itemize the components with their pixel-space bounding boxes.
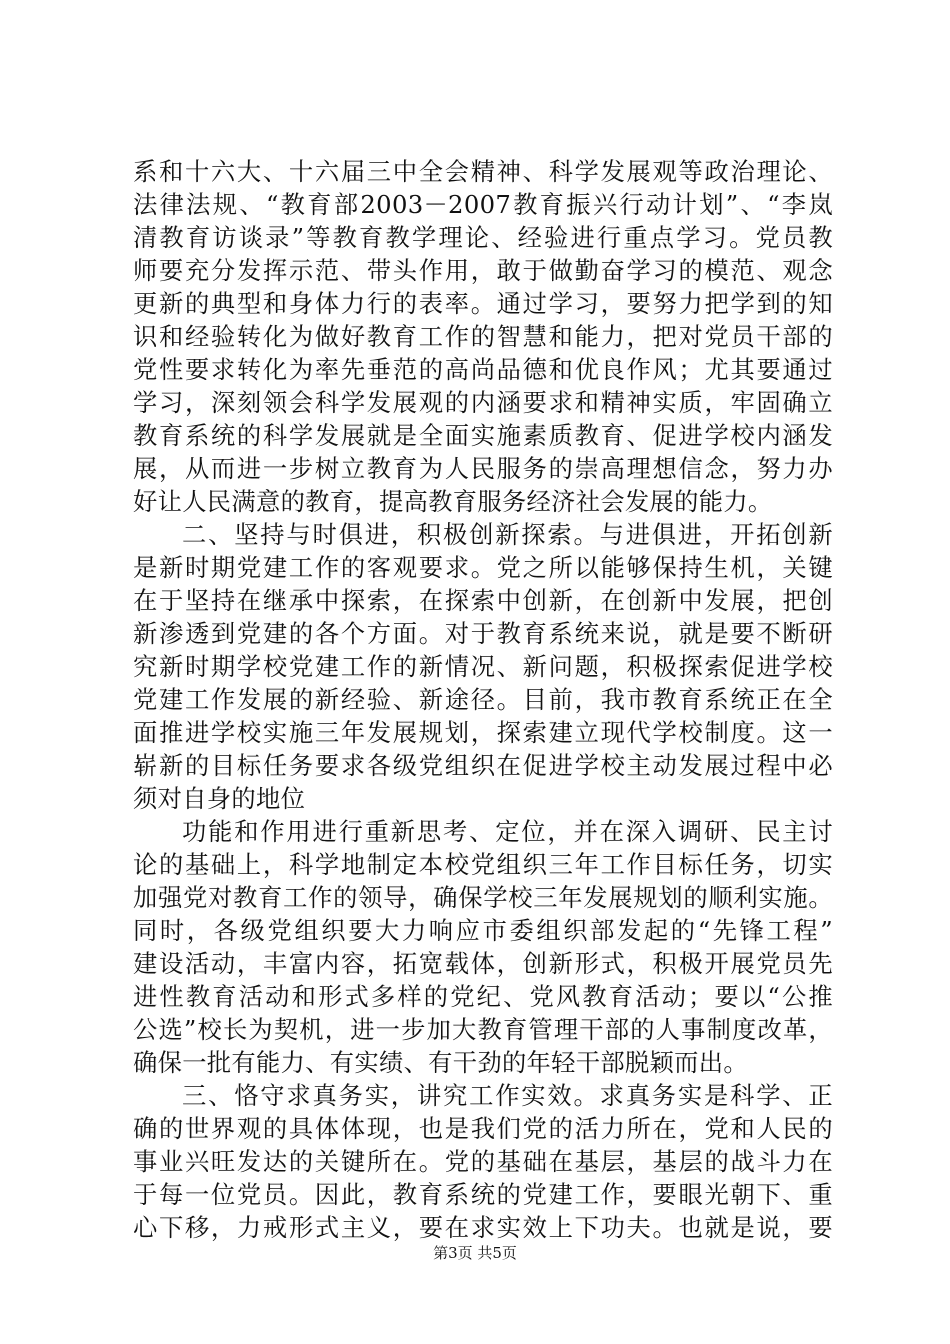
text-line: 党建工作发展的新经验、新途径。目前，我市教育系统正在全 xyxy=(133,685,833,714)
text-line: 法律法规、“教育部2003－2007教育振兴行动计划”、“李岚 xyxy=(133,190,833,219)
text-line: 展，从而进一步树立教育为人民服务的崇高理想信念，努力办 xyxy=(133,454,833,483)
text-line: 学习，深刻领会科学发展观的内涵要求和精神实质，牢固确立 xyxy=(133,388,833,417)
text-line: 党性要求转化为率先垂范的高尚品德和优良作风；尤其要通过 xyxy=(133,355,833,384)
text-line: 崭新的目标任务要求各级党组织在促进学校主动发展过程中必 xyxy=(133,751,833,780)
text-line: 清教育访谈录”等教育教学理论、经验进行重点学习。党员教 xyxy=(133,223,833,252)
document-body xyxy=(133,155,833,1244)
text-line: 更新的典型和身体力行的表率。通过学习，要努力把学到的知 xyxy=(133,289,833,318)
text-line: 面推进学校实施三年发展规划，探索建立现代学校制度。这一 xyxy=(133,718,833,747)
text-line: 功能和作用进行重新思考、定位，并在深入调研、民主讨 xyxy=(182,817,833,846)
text-line: 加强党对教育工作的领导，确保学校三年发展规划的顺利实施。 xyxy=(133,883,833,912)
text-line: 究新时期学校党建工作的新情况、新问题，积极探索促进学校 xyxy=(133,652,833,681)
text-line: 同时，各级党组织要大力响应市委组织部发起的“先锋工程” xyxy=(133,916,833,945)
text-line: 系和十六大、十六届三中全会精神、科学发展观等政治理论、 xyxy=(133,157,833,186)
text-line: 教育系统的科学发展就是全面实施素质教育、促进学校内涵发 xyxy=(133,421,833,450)
text-line: 新渗透到党建的各个方面。对于教育系统来说，就是要不断研 xyxy=(133,619,833,648)
text-line: 建设活动，丰富内容，拓宽载体，创新形式，积极开展党员先 xyxy=(133,949,833,978)
text-line: 是新时期党建工作的客观要求。党之所以能够保持生机，关键 xyxy=(133,553,833,582)
text-line: 三、恪守求真务实，讲究工作实效。求真务实是科学、正 xyxy=(182,1081,833,1110)
text-line: 好让人民满意的教育，提高教育服务经济社会发展的能力。 xyxy=(133,487,773,516)
text-line: 论的基础上，科学地制定本校党组织三年工作目标任务，切实 xyxy=(133,850,833,879)
text-line: 识和经验转化为做好教育工作的智慧和能力，把对党员干部的 xyxy=(133,322,833,351)
text-line: 师要充分发挥示范、带头作用，敢于做勤奋学习的模范、观念 xyxy=(133,256,833,285)
text-line: 二、坚持与时俱进，积极创新探索。与进俱进，开拓创新 xyxy=(182,520,833,549)
text-line: 须对自身的地位 xyxy=(133,784,306,813)
text-line: 公选”校长为契机，进一步加大教育管理干部的人事制度改革， xyxy=(133,1015,833,1044)
text-line: 确保一批有能力、有实绩、有干劲的年轻干部脱颖而出。 xyxy=(133,1048,748,1077)
text-line: 进性教育活动和形式多样的党纪、党风教育活动；要以“公推 xyxy=(133,982,833,1011)
page-footer: 第3页 共5页 xyxy=(433,1244,517,1262)
text-line: 心下移，力戒形式主义，要在求实效上下功夫。也就是说，要 xyxy=(133,1213,833,1242)
text-line: 确的世界观的具体体现，也是我们党的活力所在，党和人民的 xyxy=(133,1114,833,1143)
text-line: 在于坚持在继承中探索，在探索中创新，在创新中发展，把创 xyxy=(133,586,833,615)
text-line: 于每一位党员。因此，教育系统的党建工作，要眼光朝下、重 xyxy=(133,1180,833,1209)
text-line: 事业兴旺发达的关键所在。党的基础在基层，基层的战斗力在 xyxy=(133,1147,833,1176)
